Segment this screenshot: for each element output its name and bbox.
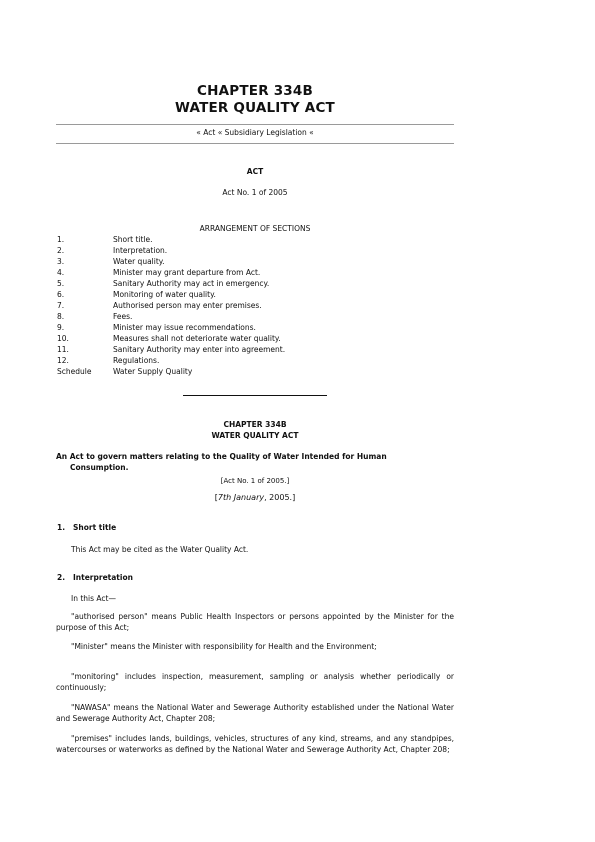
- section-divider: [183, 395, 327, 396]
- chapter-number: CHAPTER 334B: [197, 83, 313, 99]
- definition-text: "NAWASA" means the National Water and Sewerage Authority established under the National Water and Sewerage Authority Act, Chapter 208;: [56, 703, 454, 723]
- section-number: 1.: [57, 523, 66, 532]
- document-title-block: [56, 83, 454, 117]
- arrangement-item-number: 11.: [57, 345, 69, 354]
- arrangement-item[interactable]: [57, 267, 285, 278]
- commencement-date: [56, 493, 454, 503]
- arrangement-item-title: Sanitary Authority may enter into agreement.: [113, 345, 286, 354]
- section-1-text: This Act may be cited as the Water Quality Act.: [71, 545, 249, 554]
- arrangement-item[interactable]: [57, 333, 285, 344]
- arrangement-item-number: 1.: [57, 235, 65, 244]
- definition-paragraph: [56, 641, 454, 652]
- section-title: Short title: [73, 523, 117, 532]
- arrangement-item-number: 2.: [57, 246, 65, 255]
- act-number: Act No. 1 of 2005: [222, 188, 288, 197]
- arrangement-item-title: Water quality.: [113, 257, 165, 266]
- act-title: WATER QUALITY ACT: [175, 100, 335, 116]
- definition-paragraph: [56, 611, 454, 633]
- act-heading: ACT: [246, 167, 264, 176]
- arrangement-heading: ARRANGEMENT OF SECTIONS: [199, 224, 311, 233]
- body-act-title: WATER QUALITY ACT: [211, 431, 299, 440]
- nav-chevron: «: [196, 128, 204, 137]
- arrangement-item[interactable]: [57, 344, 285, 355]
- arrangement-item-number: 7.: [57, 301, 65, 310]
- arrangement-item-title: Short title.: [113, 235, 153, 244]
- definition-paragraph: [56, 671, 454, 693]
- arrangement-item-title: Authorised person may enter premises.: [113, 301, 262, 310]
- top-divider: [56, 124, 454, 125]
- nav-chevron: «: [306, 128, 314, 137]
- nav-chevron: «: [215, 128, 225, 137]
- definition-text: "Minister" means the Minister with responsibility for Health and the Environment;: [71, 642, 377, 651]
- date-rest: , 2005.]: [264, 493, 296, 502]
- section-title: Interpretation: [73, 573, 133, 582]
- definition-paragraph: [56, 702, 454, 724]
- arrangement-item[interactable]: [57, 289, 285, 300]
- arrangement-item-number: 6.: [57, 290, 65, 299]
- arrangement-item-title: Measures shall not deteriorate water quality.: [113, 334, 281, 343]
- long-title-line: An Act to govern matters relating to the Quality of Water Intended for Human: [56, 452, 387, 461]
- section-heading-2: [57, 573, 133, 583]
- arrangement-item-title: Minister may grant departure from Act.: [113, 268, 261, 277]
- arrangement-item-title: Sanitary Authority may act in emergency.: [113, 279, 270, 288]
- arrangement-item-number: 8.: [57, 312, 65, 321]
- arrangement-item-number: 10.: [57, 334, 69, 343]
- arrangement-item-number: Schedule: [57, 367, 92, 376]
- arrangement-item-title: Monitoring of water quality.: [113, 290, 216, 299]
- nav-divider: [56, 143, 454, 144]
- arrangement-item-title: Interpretation.: [113, 246, 168, 255]
- arrangement-item[interactable]: [57, 311, 285, 322]
- arrangement-item[interactable]: [57, 234, 285, 245]
- arrangement-item-number: 5.: [57, 279, 65, 288]
- body-chapter-number: CHAPTER 334B: [223, 420, 287, 429]
- definition-text: "monitoring" includes inspection, measurement, sampling or analysis whether periodically or continuously;: [56, 672, 454, 692]
- long-title-line: Consumption.: [70, 463, 129, 472]
- act-reference: [Act No. 1 of 2005.]: [220, 477, 290, 485]
- section-2-intro: In this Act—: [71, 594, 116, 603]
- arrangement-item-title: Water Supply Quality: [113, 367, 193, 376]
- arrangement-item[interactable]: [57, 355, 285, 366]
- arrangement-item[interactable]: [57, 366, 285, 377]
- arrangement-item-number: 4.: [57, 268, 65, 277]
- nav-link-subsidiary-legislation[interactable]: Subsidiary Legislation: [224, 128, 307, 137]
- arrangement-of-sections: [57, 234, 285, 377]
- date-bracket: [: [214, 493, 218, 502]
- definition-text: "premises" includes lands, buildings, vehicles, structures of any kind, streams, and any standpipes, watercourses or waterworks as defined by the National Water and Sewerage Authority Act, Chapter 208;: [56, 734, 454, 754]
- definition-paragraph: [56, 733, 454, 755]
- arrangement-item-title: Fees.: [113, 312, 133, 321]
- section-number: 2.: [57, 573, 66, 582]
- definition-text: "authorised person" means Public Health Inspectors or persons appointed by the Minister for the purpose of this Act;: [56, 612, 454, 632]
- arrangement-item-title: Regulations.: [113, 356, 160, 365]
- long-title: [56, 451, 454, 473]
- arrangement-item-number: 12.: [57, 356, 69, 365]
- arrangement-item-title: Minister may issue recommendations.: [113, 323, 256, 332]
- arrangement-item[interactable]: [57, 322, 285, 333]
- arrangement-item-number: 3.: [57, 257, 65, 266]
- arrangement-item[interactable]: [57, 245, 285, 256]
- arrangement-item[interactable]: [57, 278, 285, 289]
- nav-link-act[interactable]: Act: [203, 128, 216, 137]
- arrangement-item[interactable]: [57, 300, 285, 311]
- section-heading-1: [57, 523, 116, 533]
- legislation-nav: [56, 128, 454, 138]
- arrangement-item[interactable]: [57, 256, 285, 267]
- date-italic: 7th January: [217, 493, 265, 502]
- arrangement-item-number: 9.: [57, 323, 65, 332]
